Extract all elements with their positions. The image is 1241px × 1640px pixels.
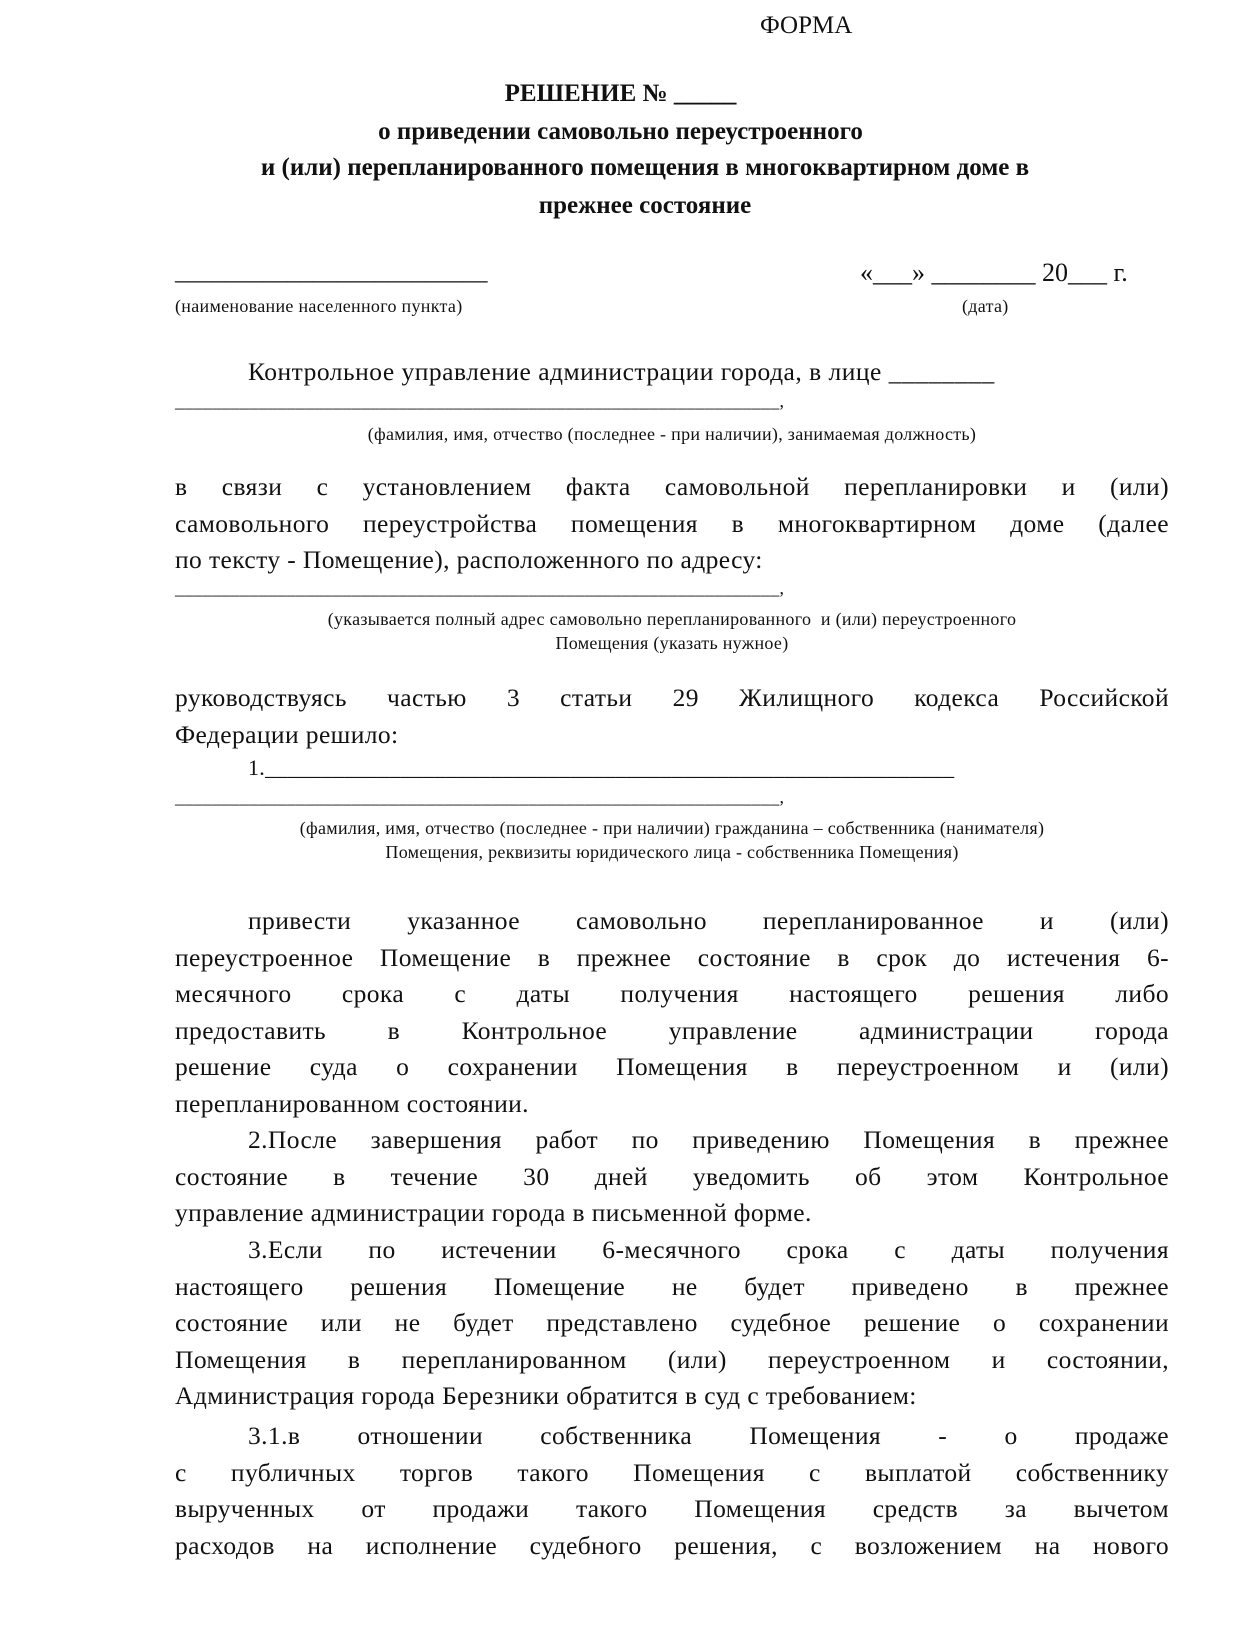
body-line: предоставить в Контрольное управление администрации города	[175, 1015, 1169, 1045]
decision-title: РЕШЕНИЕ № _____	[504, 80, 737, 107]
body-line: расходов на исполнение судебного решения, с возложением на нового	[175, 1530, 1169, 1560]
reason-line: самовольного переустройства помещения в многоквартирном доме (далее	[175, 508, 1169, 538]
place-caption: (наименование населенного пункта)	[175, 296, 463, 316]
body-line: решение суда о сохранении Помещения в переустроенном и (или)	[175, 1052, 1169, 1082]
item1-blank: 1._____________________________________________________________	[248, 755, 955, 780]
address-blank: _________________________________________________________________,	[175, 578, 785, 598]
body-line: 2.После завершения работ по приведению Помещения в прежнее	[248, 1125, 1169, 1154]
date-caption: (дата)	[962, 296, 1009, 316]
body-line: настоящего решения Помещение не будет приведено в прежнее	[175, 1271, 1169, 1301]
title-subline-3: прежнее состояние	[538, 192, 752, 219]
body-line: привести указанное самовольно перепланированное и (или)	[248, 906, 1169, 935]
body-paragraph-1	[175, 903, 1169, 1123]
body-paragraph-4	[175, 1418, 1169, 1564]
item1-caption-1: (фамилия, имя, отчество (последнее - при наличии) гражданина – собственника (нанимателя)	[299, 818, 1045, 838]
body-line: вырученных от продажи такого Помещения средств за вычетом	[175, 1494, 1169, 1524]
address-caption-2: Помещения (указать нужное)	[555, 633, 789, 653]
body-line: месячного срока с даты получения настоящего решения либо	[175, 979, 1169, 1009]
item1-blank-2: _________________________________________________________________,	[175, 787, 785, 807]
decision-line: Федерации решило:	[175, 719, 399, 749]
body-line: состояние в течение 30 дней уведомить об этом Контрольное	[175, 1161, 1169, 1191]
body-line: состояние или не будет представлено судебное решение о сохранении	[175, 1308, 1169, 1338]
body-paragraph-2	[175, 1122, 1169, 1232]
authority-line: Контрольное управление администрации города, в лице ________	[248, 357, 995, 386]
body-paragraph-3	[175, 1232, 1169, 1415]
date-field: «___» ________ 20___ г.	[860, 258, 1128, 287]
decision-line: руководствуясь частью 3 статьи 29 Жилищного кодекса Российской	[175, 683, 1169, 712]
body-line: с публичных торгов такого Помещения с выплатой собственнику	[175, 1457, 1169, 1487]
body-line: перепланированном состоянии.	[175, 1088, 529, 1118]
body-line: переустроенное Помещение в прежнее состояние в срок до истечения 6-	[175, 942, 1169, 972]
body-line: Администрация города Березники обратится в суд с требованием:	[175, 1381, 917, 1411]
body-line: управление администрации города в письменной форме.	[175, 1198, 812, 1228]
item1-caption-2: Помещения, реквизиты юридического лица - собственника Помещения)	[385, 842, 959, 862]
decision-paragraph	[175, 680, 1169, 753]
title-subline-1: о приведении самовольно переустроенного	[378, 118, 863, 145]
body-line: 3.1.в отношении собственника Помещения - о продаже	[248, 1421, 1169, 1450]
form-label: ФОРМА	[760, 12, 853, 39]
authority-blank: _________________________________________________________________,	[175, 391, 785, 411]
place-blank: _________________________	[175, 258, 488, 285]
reason-paragraph	[175, 469, 1169, 579]
body-line: 3.Если по истечении 6-месячного срока с даты получения	[248, 1235, 1169, 1264]
reason-line: в связи с установлением факта самовольной перепланировки и (или)	[175, 472, 1169, 501]
body-line: Помещения в перепланированном (или) переустроенном и состоянии,	[175, 1344, 1169, 1374]
reason-line: по тексту - Помещение), расположенного по адресу:	[175, 545, 763, 575]
title-subline-2: и (или) перепланированного помещения в многоквартирном доме в	[260, 154, 1030, 181]
address-caption-1: (указывается полный адрес самовольно перепланированного и (или) переустроенного	[327, 609, 1017, 629]
authority-caption: (фамилия, имя, отчество (последнее - при наличии), занимаемая должность)	[367, 424, 977, 444]
